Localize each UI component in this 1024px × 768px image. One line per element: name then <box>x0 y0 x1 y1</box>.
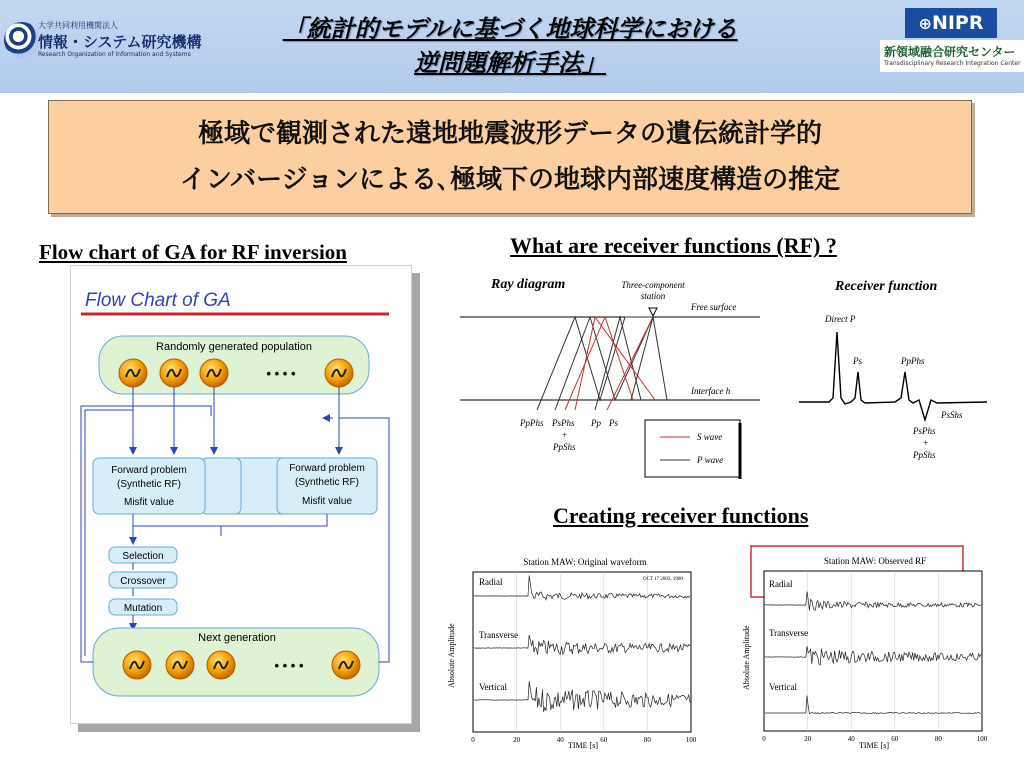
ps-label: Ps <box>853 356 862 366</box>
observed-tick-3: 60 <box>891 735 899 743</box>
population-label: Randomly generated population <box>156 341 312 353</box>
station-triangle-icon <box>649 308 657 316</box>
ppshs2-label: PpShs <box>913 450 936 460</box>
next-generation-ellipsis: • • • • <box>274 658 304 673</box>
rf-plus: + <box>923 438 929 448</box>
individual-ball-icon <box>119 359 147 387</box>
ray-ppphs <box>537 317 653 410</box>
interface-label: Interface h <box>691 386 731 396</box>
observed-tick-4: 80 <box>934 735 942 743</box>
original-tick-3: 60 <box>600 736 608 744</box>
original-date-note: OCT 17 2003, 1900 <box>643 577 683 582</box>
rf-heading: What are receiver functions (RF) ? <box>510 233 837 258</box>
flow-line <box>133 514 221 536</box>
selection-label: Selection <box>122 551 164 562</box>
observed-vertical-label: Vertical <box>769 682 797 692</box>
page-title <box>210 12 810 80</box>
organization-emblem-icon <box>4 22 40 58</box>
observed-tick-2: 40 <box>847 735 855 743</box>
forward-left-line2: (Synthetic RF) <box>117 479 181 490</box>
loop-line <box>85 410 133 656</box>
observed-rf-title: Station MAW: Observed RF <box>823 556 927 566</box>
receiver-function-diagram <box>795 272 995 467</box>
ray-ps <box>607 317 653 410</box>
original-tick-2: 40 <box>556 736 564 744</box>
forward-right-line1: Forward problem <box>289 463 365 474</box>
original-transverse-label: Transverse <box>479 630 519 640</box>
forward-right-line2: (Synthetic RF) <box>295 477 359 488</box>
title-line-1: 「統計的モデルに基づく地球科学における <box>282 15 738 43</box>
flowchart-panel-title: Flow Chart of GA <box>85 290 231 311</box>
observed-rf-plot <box>738 545 1000 750</box>
rf-trace <box>799 332 987 420</box>
crossover-label: Crossover <box>120 576 166 587</box>
direct-p-label: Direct P <box>825 314 856 324</box>
psphs-label: PsPhs <box>913 426 936 436</box>
mutation-label: Mutation <box>123 603 163 614</box>
ray-ppshs <box>575 317 655 410</box>
next-generation-label: Next generation <box>198 632 276 644</box>
original-vertical-label: Vertical <box>479 682 507 692</box>
individual-ball-icon <box>325 359 353 387</box>
observed-tick-0: 0 <box>762 735 766 743</box>
title-line-2: 逆問題解析手法」 <box>414 49 606 77</box>
ray-diagram <box>455 270 770 485</box>
org-small-label: 大学共同利用機関法人 <box>38 21 118 30</box>
individual-ball-icon <box>166 651 194 679</box>
org-name: 情報・システム研究機構 <box>38 33 202 51</box>
flow-line <box>221 514 327 526</box>
tric-english-name: Transdisciplinary Research Integration Center <box>884 60 1021 67</box>
legend-s-label: S wave <box>697 432 723 442</box>
subtitle-line-2: インバージョンによる､極域下の地球内部速度構造の推定 <box>179 165 841 195</box>
loop-line <box>339 418 389 662</box>
psshs-label: PsShs <box>941 410 963 420</box>
nipr-label: NIPR <box>931 12 984 34</box>
ray-label: Ps <box>609 418 618 428</box>
individual-ball-icon <box>207 651 235 679</box>
original-waveform-title: Station MAW: Original waveform <box>523 557 647 567</box>
tric-japanese-name: 新領域融合研究センター <box>884 45 1016 59</box>
station-label-1: Three-component <box>621 280 685 290</box>
original-tick-4: 80 <box>643 736 651 744</box>
creating-rf-heading: Creating receiver functions <box>553 503 809 528</box>
ray-pp <box>595 317 641 410</box>
observed-transverse-label: Transverse <box>769 628 809 638</box>
organization-logo[interactable] <box>4 20 200 62</box>
original-tick-0: 0 <box>471 736 475 744</box>
ray-plus: + <box>562 430 568 440</box>
observed-plot-frame <box>764 571 982 731</box>
observed-ylabel: Absolute Amplitude <box>742 625 751 690</box>
original-tick-1: 20 <box>513 736 521 744</box>
population-ellipsis: • • • • <box>266 366 296 381</box>
original-xlabel: TIME [s] <box>568 741 598 750</box>
loop-line <box>81 406 211 662</box>
original-ylabel: Absolute Amplitude <box>447 623 456 688</box>
individual-ball-icon <box>160 359 188 387</box>
tric-logo[interactable] <box>880 40 1024 72</box>
ray-label: PsPhs <box>552 418 575 428</box>
observed-tick-1: 20 <box>804 735 812 743</box>
flowchart-svg <box>71 266 411 723</box>
ray-direct <box>631 317 667 400</box>
ray-label-ppshs: PpShs <box>553 442 576 452</box>
original-radial-label: Radial <box>479 577 503 587</box>
free-surface-label: Free surface <box>691 302 737 312</box>
individual-ball-icon <box>200 359 228 387</box>
org-english-name: Research Organization of Information and Systems <box>38 51 191 58</box>
ppphs-label: PpPhs <box>901 356 925 366</box>
flowchart-heading: Flow chart of GA for RF inversion <box>39 240 347 264</box>
globe-icon: ⊕ <box>918 14 932 33</box>
observed-xlabel: TIME [s] <box>859 741 889 750</box>
flowchart-panel <box>70 265 412 724</box>
ray-diagram-title: Ray diagram <box>491 277 566 292</box>
ray-label: Pp <box>591 418 601 428</box>
forward-left-line3: Misfit value <box>123 497 175 508</box>
nipr-logo[interactable] <box>905 8 997 38</box>
rf-diagram-title: Receiver function <box>835 279 938 294</box>
station-label-2: station <box>640 291 666 301</box>
individual-ball-icon <box>123 651 151 679</box>
forward-right-line3: Misfit value <box>301 496 353 507</box>
forward-left-line1: Forward problem <box>111 465 187 476</box>
observed-tick-5: 100 <box>976 735 988 743</box>
subtitle-line-1: 極域で観測された遠地地震波形データの遺伝統計学的 <box>197 119 822 149</box>
subtitle-box <box>48 100 972 214</box>
forward-box-middle <box>201 458 241 514</box>
original-waveform-plot <box>443 550 705 750</box>
observed-radial-label: Radial <box>769 579 793 589</box>
individual-ball-icon <box>332 651 360 679</box>
legend-box <box>645 420 740 477</box>
ray-label: PpPhs <box>520 418 544 428</box>
original-tick-5: 100 <box>685 736 697 744</box>
legend-p-label: P wave <box>697 455 724 465</box>
